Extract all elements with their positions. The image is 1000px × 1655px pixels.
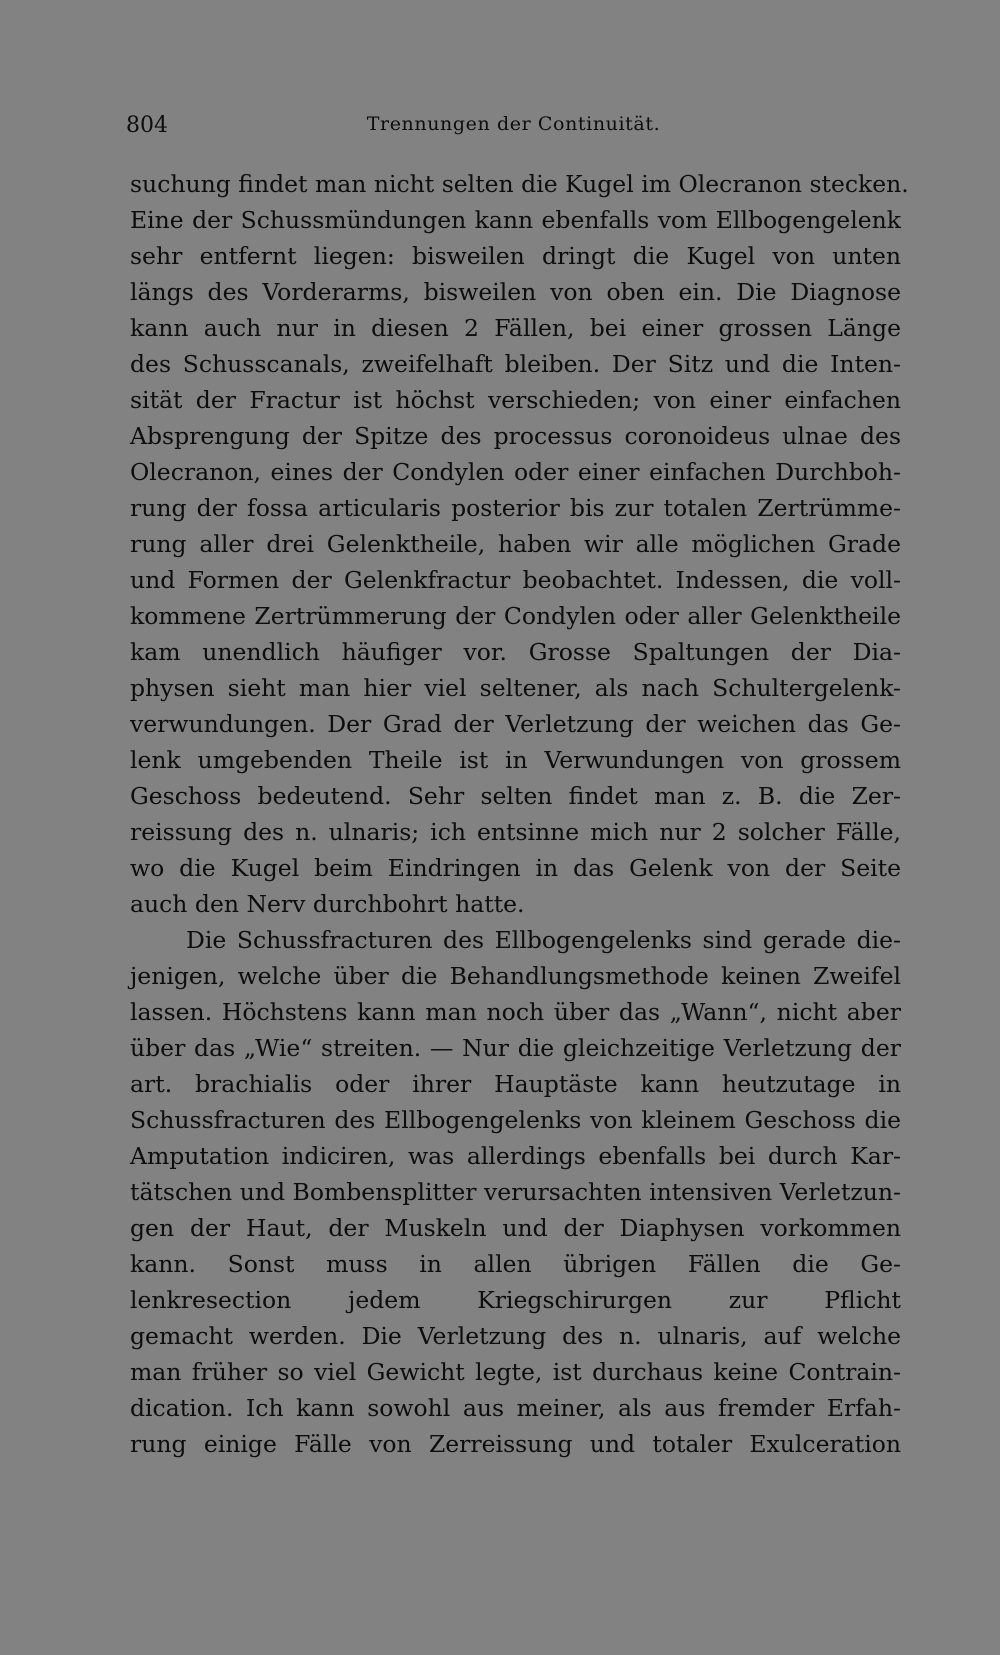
text-line: art. brachialis oder ihrer Hauptäste kann heutzutage in (130, 1070, 901, 1098)
page-header (126, 113, 901, 147)
text-line: des Schusscanals, zweifelhaft bleiben. Der Sitz und die Inten- (130, 350, 901, 378)
text-line: sität der Fractur ist höchst verschieden; von einer einfachen (130, 386, 901, 414)
text-line: dication. Ich kann sowohl aus meiner, als aus fremder Erfah- (130, 1394, 901, 1422)
text-line: reissung des n. ulnaris; ich entsinne mich nur 2 solcher Fälle, (130, 818, 901, 846)
paragraph-start-line: Die Schussfracturen des Ellbogengelenks sind gerade die- (186, 926, 901, 954)
body-text (130, 166, 909, 1462)
text-line: kommene Zertrümmerung der Condylen oder aller Gelenktheile (130, 602, 901, 630)
text-line: Eine der Schussmündungen kann ebenfalls vom Ellbogengelenk (130, 206, 901, 234)
text-line: kann. Sonst muss in allen übrigen Fällen die Ge- (130, 1250, 901, 1278)
text-line: suchung findet man nicht selten die Kugel im Olecranon stecken. (130, 170, 909, 198)
text-line: auch den Nerv durchbohrt hatte. (130, 890, 525, 918)
text-line: tätschen und Bombensplitter verursachten intensiven Verletzun- (130, 1178, 901, 1206)
text-line: und Formen der Gelenkfractur beobachtet. Indessen, die voll- (130, 566, 901, 594)
running-title: Trennungen der Continuität. (366, 113, 661, 135)
text-line: lenkresection jedem Kriegschirurgen zur Pflicht (130, 1286, 901, 1314)
text-line: gen der Haut, der Muskeln und der Diaphysen vorkommen (130, 1214, 901, 1242)
text-line: physen sieht man hier viel seltener, als nach Schultergelenk- (130, 674, 901, 702)
text-line: längs des Vorderarms, bisweilen von oben ein. Die Diagnose (130, 278, 901, 306)
text-line: wo die Kugel beim Eindringen in das Gelenk von der Seite (130, 854, 901, 882)
text-line: kann auch nur in diesen 2 Fällen, bei einer grossen Länge (130, 314, 901, 342)
text-line: Olecranon, eines der Condylen oder einer einfachen Durchboh- (130, 458, 901, 486)
text-line: Amputation indiciren, was allerdings ebenfalls bei durch Kar- (130, 1142, 901, 1170)
text-line: sehr entfernt liegen: bisweilen dringt die Kugel von unten (130, 242, 901, 270)
text-line: verwundungen. Der Grad der Verletzung der weichen das Ge- (130, 710, 901, 738)
text-line: jenigen, welche über die Behandlungsmethode keinen Zweifel (130, 962, 901, 990)
text-line: über das „Wie“ streiten. — Nur die gleichzeitige Verletzung der (130, 1034, 901, 1062)
text-line: kam unendlich häufiger vor. Grosse Spaltungen der Dia- (130, 638, 901, 666)
text-line: gemacht werden. Die Verletzung des n. ulnaris, auf welche (130, 1322, 901, 1350)
text-line: Geschoss bedeutend. Sehr selten findet man z. B. die Zer- (130, 782, 901, 810)
text-line: man früher so viel Gewicht legte, ist durchaus keine Contrain- (130, 1358, 901, 1386)
text-line: lenk umgebenden Theile ist in Verwundungen von grossem (130, 746, 901, 774)
text-line: rung der fossa articularis posterior bis zur totalen Zertrümme- (130, 494, 901, 522)
text-line: Schussfracturen des Ellbogengelenks von kleinem Geschoss die (130, 1106, 901, 1134)
text-line: Absprengung der Spitze des processus coronoideus ulnae des (130, 422, 901, 450)
text-line: rung einige Fälle von Zerreissung und totaler Exulceration (130, 1430, 901, 1458)
text-line: lassen. Höchstens kann man noch über das „Wann“, nicht aber (130, 998, 901, 1026)
text-line: rung aller drei Gelenktheile, haben wir alle möglichen Grade (130, 530, 901, 558)
page-number: 804 (126, 113, 168, 138)
